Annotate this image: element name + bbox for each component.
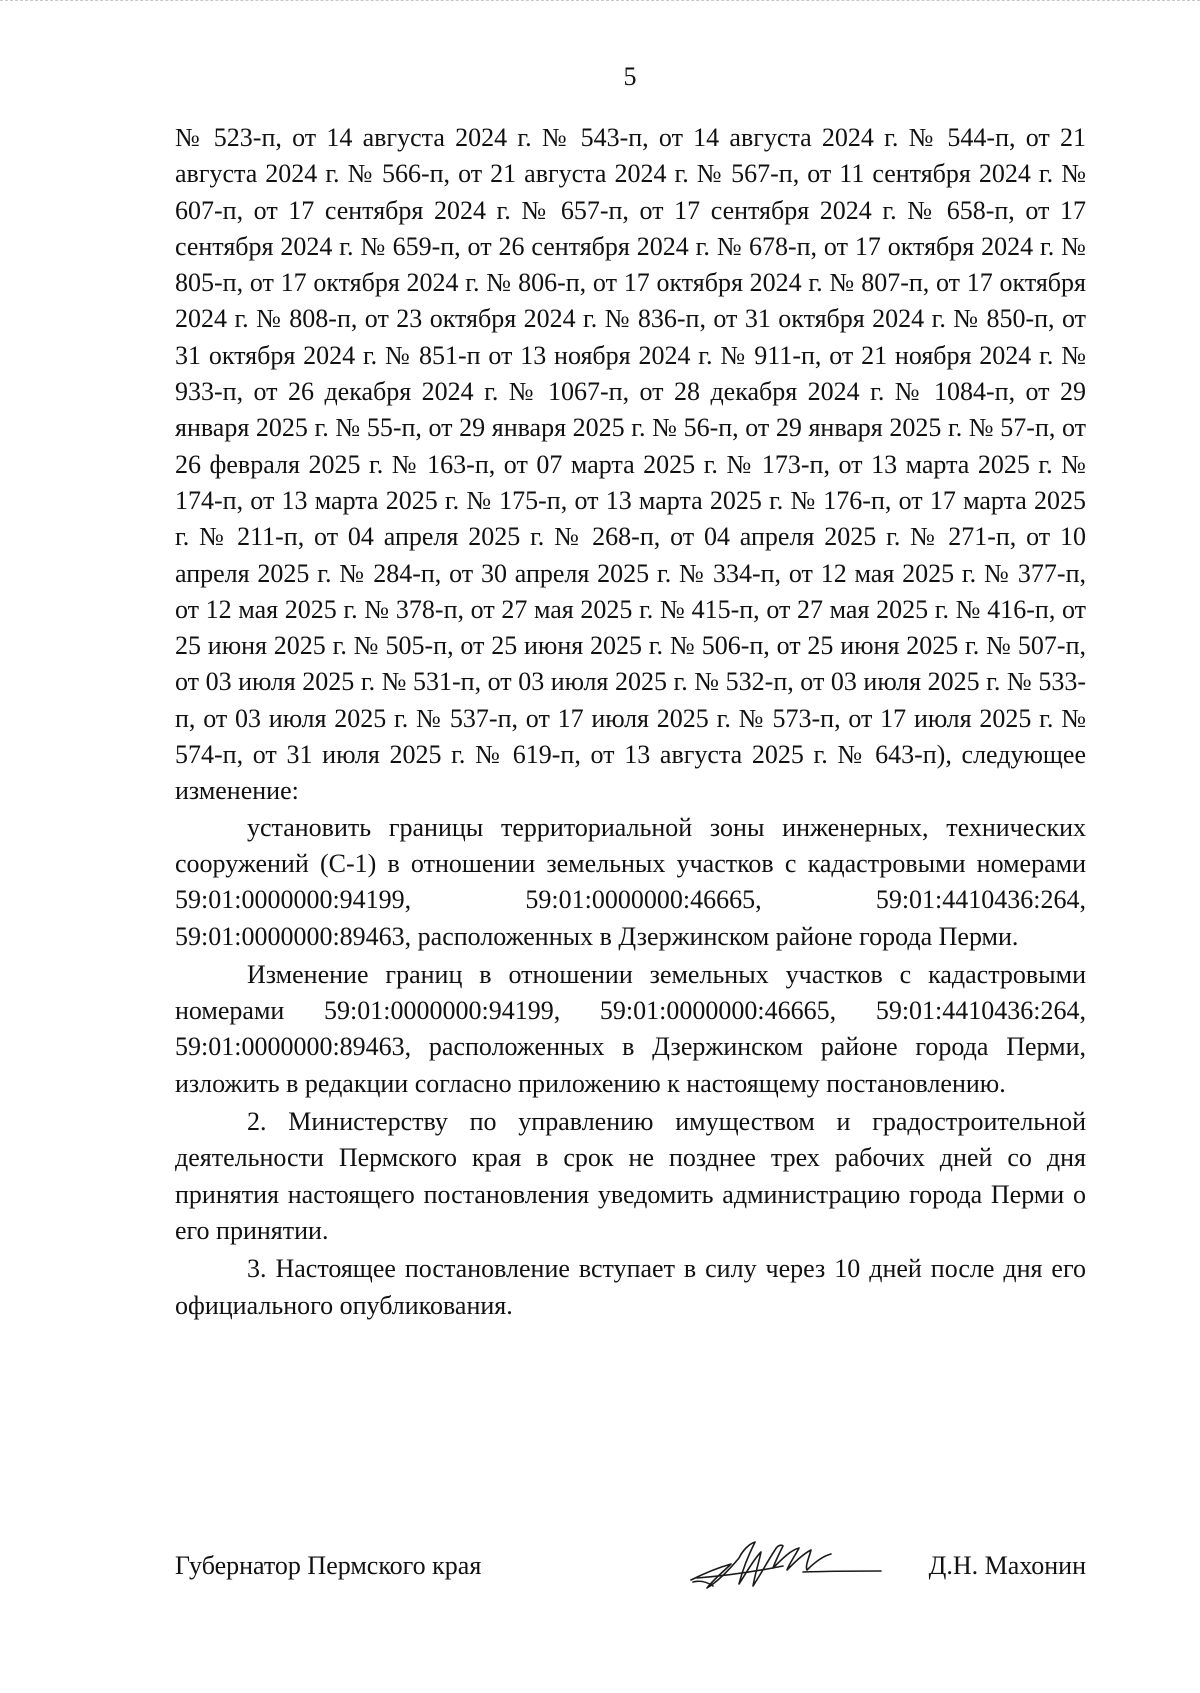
paragraph-clause-2: 2. Министерству по управлению имуществом и градостроительной деятельности Пермского края в срок не позднее трех рабочих дней со дня принятия настоящего постановления уведомить администрацию города Перми о его принятии. bbox=[175, 1107, 1086, 1245]
handwritten-signature bbox=[683, 1528, 883, 1598]
signer-name: Д.Н. Махонин bbox=[928, 1551, 1086, 1580]
signer-title: Губернатор Пермского края bbox=[175, 1551, 482, 1580]
paragraph-clause-3: 3. Настоящее постановление вступает в силу через 10 дней после дня его официального опубликования. bbox=[175, 1254, 1086, 1320]
paragraph-amendment-list: № 523-п, от 14 августа 2024 г. № 543-п, от 14 августа 2024 г. № 544-п, от 21 августа 2024 г. № 566-п, от 21 августа 2024 г. № 567-п, от 11 сентября 2024 г. № 607-п, от 17 сентября 2024 г. № 657-п, от 17 сентября 2024 г. № 658-п, от 17 сентября 2024 г. № 659-п, от 26 сентября 2024 г. № 678-п, от 17 октября 2024 г. № 805-п, от 17 октября 2024 г. № 806-п, от 17 октября 2024 г. № 807-п, от 17 октября 2024 г. № 808-п, от 23 октября 2024 г. № 836-п, от 31 октября 2024 г. № 850-п, от 31 октября 2024 г. № 851-п от 13 ноября 2024 г. № 911-п, от 21 ноября 2024 г. № 933-п, от 26 декабря 2024 г. № 1067-п, от 28 декабря 2024 г. № 1084-п, от 29 января 2025 г. № 55-п, от 29 января 2025 г. № 56-п, от 29 января 2025 г. № 57-п, от 26 февраля 2025 г. № 163-п, от 07 марта 2025 г. № 173-п, от 13 марта 2025 г. № 174-п, от 13 марта 2025 г. № 175-п, от 13 марта 2025 г. № 176-п, от 17 марта 2025 г. № 211-п, от 04 апреля 2025 г. № 268-п, от 04 апреля 2025 г. № 271-п, от 10 апреля 2025 г. № 284-п, от 30 апреля 2025 г. № 334-п, от 12 мая 2025 г. № 377-п, от 12 мая 2025 г. № 378-п, от 27 мая 2025 г. № 415-п, от 27 мая 2025 г. № 416-п, от 25 июня 2025 г. № 505-п, от 25 июня 2025 г. № 506-п, от 25 июня 2025 г. № 507-п, от 03 июля 2025 г. № 531-п, от 03 июля 2025 г. № 532-п, от 03 июля 2025 г. № 533-п, от 03 июля 2025 г. № 537-п, от 17 июля 2025 г. № 573-п, от 17 июля 2025 г. № 574-п, от 31 июля 2025 г. № 619-п, от 13 августа 2025 г. № 643-п), следующее изменение: bbox=[175, 123, 1086, 806]
document-body bbox=[175, 120, 1086, 1324]
paragraph-zone-boundaries: установить границы территориальной зоны инженерных, технических сооружений (С-1) в отношении земельных участков с кадастровыми номерами 59:01:0000000:94199, 59:01:0000000:46665, 59:01:4410436:264, 59:01:0000000:89463, расположенных в Дзержинском районе города Перми. bbox=[175, 812, 1086, 951]
signature-block bbox=[175, 1548, 1086, 1608]
scan-top-edge bbox=[0, 0, 1200, 4]
page-number: 5 bbox=[623, 62, 637, 91]
paragraph-boundary-change: Изменение границ в отношении земельных участков с кадастровыми номерами 59:01:0000000:94199, 59:01:0000000:46665, 59:01:4410436:264, 59:01:0000000:89463, расположенных в Дзержинском районе города Перми, изложить в редакции согласно приложению к настоящему постановлению. bbox=[175, 959, 1086, 1098]
